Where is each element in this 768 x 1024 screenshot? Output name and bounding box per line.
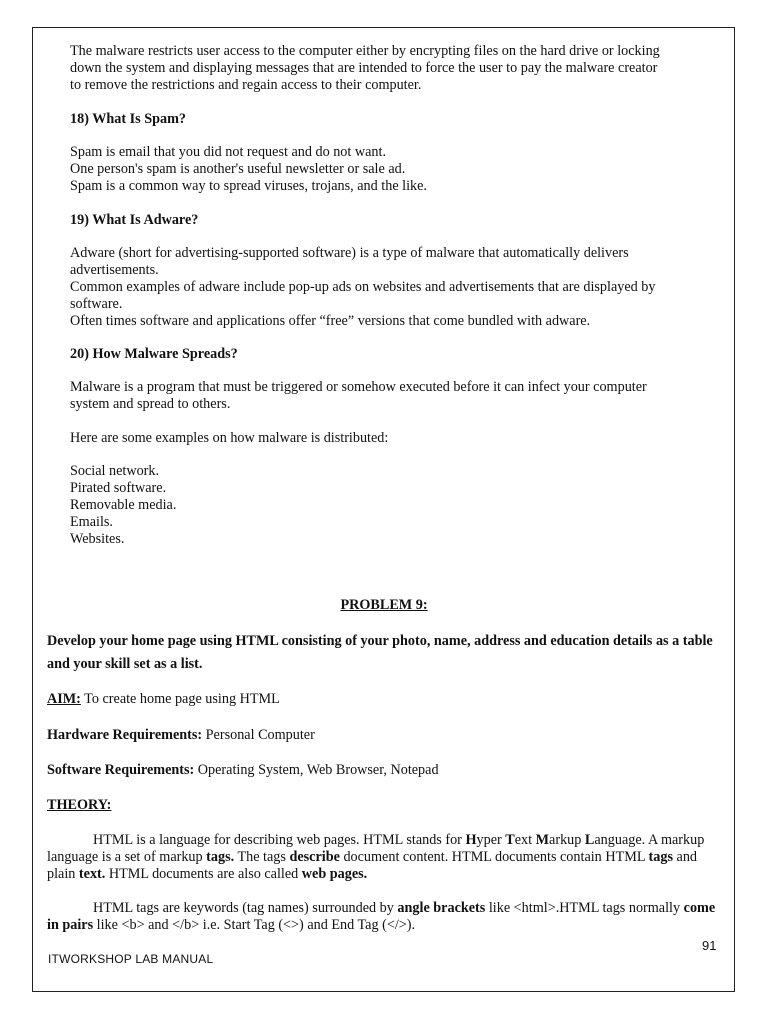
theory-p1-line-1: [93, 832, 704, 849]
theory-p1-line-3: [47, 866, 367, 883]
intro-line-1: The malware restricts user access to the computer either by encrypting files on the hard drive or locking: [70, 43, 660, 59]
example-item: Removable media.: [70, 497, 177, 513]
spreads-line-1: Malware is a program that must be triggered or somehow executed before it can infect your computer: [70, 379, 647, 395]
text-span: The tags: [234, 849, 290, 865]
text-span: and: [672, 849, 698, 865]
adware-line-5: Often times software and applications offer “free” versions that come bundled with adware.: [70, 313, 591, 329]
text-span: HTML is a language for describing web pages. HTML stands for: [93, 832, 466, 848]
text-span: tags: [648, 849, 673, 865]
problem-title: PROBLEM 9:: [340, 597, 428, 613]
aim-text: To create home page using HTML: [80, 691, 280, 707]
text-span: angle brackets: [397, 900, 486, 916]
text-span: M: [535, 832, 550, 848]
theory-heading: THEORY:: [47, 797, 112, 813]
problem-statement-line-1: Develop your home page using HTML consisting of your photo, name, address and education details as a table: [47, 633, 713, 649]
hardware-row: [47, 727, 315, 744]
examples-intro: Here are some examples on how malware is distributed:: [70, 430, 389, 446]
theory-p2-line-1: [93, 900, 715, 917]
example-item: Websites.: [70, 531, 125, 547]
text-span: T: [505, 832, 515, 848]
example-item: Emails.: [70, 514, 113, 530]
software-text: Operating System, Web Browser, Notepad: [194, 762, 439, 778]
problem-statement-line-2: and your skill set as a list.: [47, 656, 203, 672]
text-span: anguage. A markup: [594, 832, 705, 848]
spreads-line-2: system and spread to others.: [70, 396, 231, 412]
spam-line-2: One person's spam is another's useful newsletter or sale ad.: [70, 161, 406, 177]
text-span: come: [683, 900, 716, 916]
text-span: like <b> and </b> i.e. Start Tag (<>) and End Tag (</>).: [93, 917, 416, 933]
spam-line-1: Spam is email that you did not request and do not want.: [70, 144, 387, 160]
text-span: ext: [514, 832, 536, 848]
example-item: Social network.: [70, 463, 160, 479]
text-span: web pages.: [301, 866, 368, 882]
text-span: language is a set of markup: [47, 849, 207, 865]
text-span: L: [584, 832, 595, 848]
aim-label: AIM:: [47, 691, 81, 707]
text-span: H: [465, 832, 477, 848]
text-span: like <html>.HTML tags normally: [485, 900, 684, 916]
text-span: describe: [289, 849, 340, 865]
aim-row: [47, 691, 280, 708]
intro-line-2: down the system and displaying messages that are intended to force the user to pay the malware creator: [70, 60, 658, 76]
software-row: [47, 762, 439, 779]
software-label: Software Requirements:: [47, 762, 195, 778]
page-number: 91: [702, 938, 717, 953]
adware-line-3: Common examples of adware include pop-up ads on websites and advertisements that are displayed by: [70, 279, 656, 295]
text-span: HTML documents are also called: [105, 866, 302, 882]
text-span: text.: [78, 866, 106, 882]
spam-line-3: Spam is a common way to spread viruses, trojans, and the like.: [70, 178, 427, 194]
heading-spam: 18) What Is Spam?: [70, 111, 187, 127]
text-span: tags.: [206, 849, 235, 865]
adware-line-1: Adware (short for advertising-supported software) is a type of malware that automatically delivers: [70, 245, 629, 261]
text-span: arkup: [549, 832, 585, 848]
footer-manual-title: ITWORKSHOP LAB MANUAL: [48, 952, 214, 966]
adware-line-2: advertisements.: [70, 262, 159, 278]
theory-p1-line-2: [47, 849, 697, 866]
text-span: document content. HTML documents contain HTML: [339, 849, 649, 865]
text-span: HTML tags are keywords (tag names) surrounded by: [93, 900, 398, 916]
heading-malware-spreads: 20) How Malware Spreads?: [70, 346, 238, 362]
hardware-label: Hardware Requirements:: [47, 727, 203, 743]
example-item: Pirated software.: [70, 480, 167, 496]
intro-line-3: to remove the restrictions and regain access to their computer.: [70, 77, 422, 93]
adware-line-4: software.: [70, 296, 123, 312]
text-span: plain: [47, 866, 79, 882]
heading-adware: 19) What Is Adware?: [70, 212, 199, 228]
theory-p2-line-2: [47, 917, 415, 934]
text-span: in pairs: [47, 917, 94, 933]
hardware-text: Personal Computer: [202, 727, 315, 743]
text-span: yper: [476, 832, 506, 848]
